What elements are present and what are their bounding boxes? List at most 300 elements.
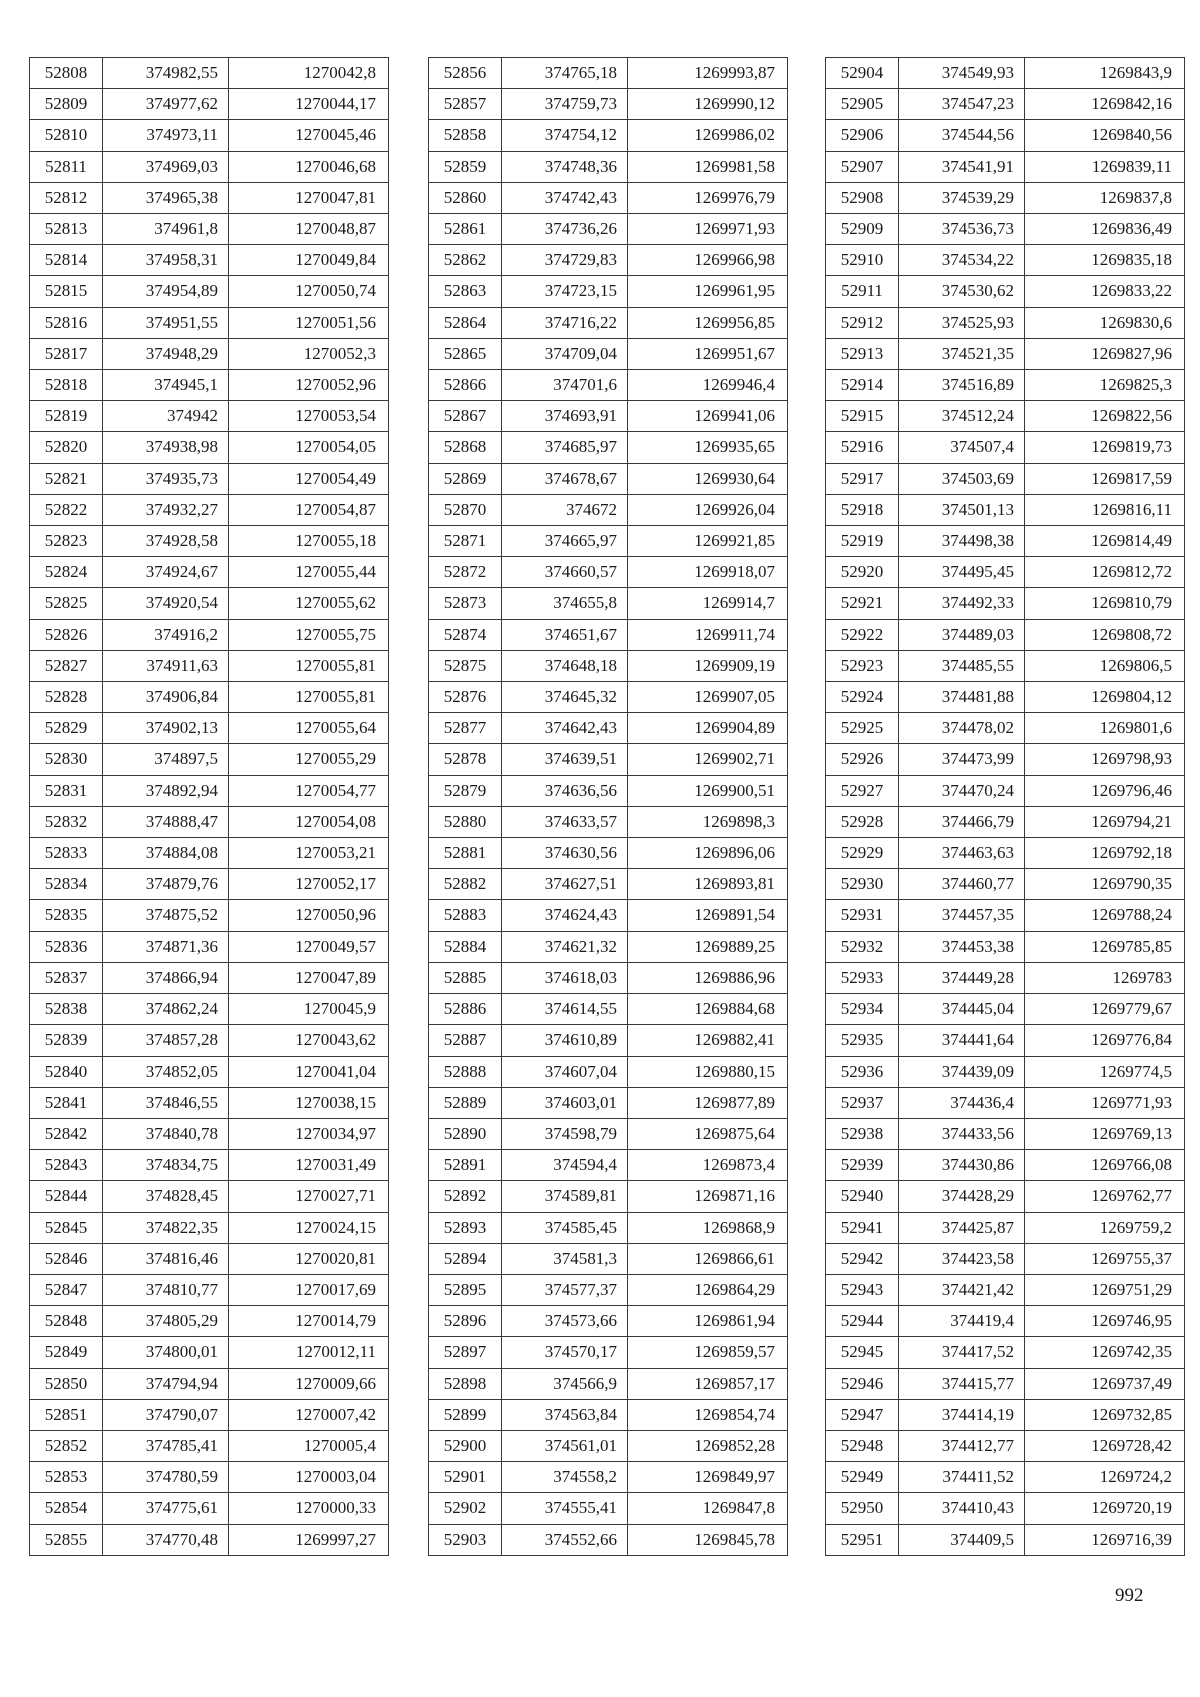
point-id-cell: 52908: [826, 182, 899, 213]
x-coordinate-cell: 374566,9: [502, 1368, 628, 1399]
table-row: [826, 588, 1185, 619]
x-coordinate-cell: 374570,17: [502, 1337, 628, 1368]
x-coordinate-cell: 374441,64: [899, 1025, 1025, 1056]
point-id-cell: 52822: [30, 494, 103, 525]
table-row: [30, 245, 389, 276]
y-coordinate-cell: 1270053,21: [229, 838, 389, 869]
y-coordinate-cell: 1269849,97: [628, 1462, 788, 1493]
x-coordinate-cell: 374951,55: [103, 307, 229, 338]
table-row: [30, 151, 389, 182]
y-coordinate-cell: 1269909,19: [628, 650, 788, 681]
y-coordinate-cell: 1270047,89: [229, 962, 389, 993]
table-row: [30, 1087, 389, 1118]
x-coordinate-cell: 374888,47: [103, 806, 229, 837]
point-id-cell: 52840: [30, 1056, 103, 1087]
table-row: [429, 1274, 788, 1305]
y-coordinate-cell: 1269837,8: [1025, 182, 1185, 213]
coordinate-table-3: [825, 57, 1185, 1556]
x-coordinate-cell: 374770,48: [103, 1524, 229, 1555]
x-coordinate-cell: 374627,51: [502, 869, 628, 900]
y-coordinate-cell: 1269904,89: [628, 713, 788, 744]
table-row: [429, 1430, 788, 1461]
point-id-cell: 52913: [826, 338, 899, 369]
point-id-cell: 52923: [826, 650, 899, 681]
table-row: [826, 1368, 1185, 1399]
table-row: [429, 1025, 788, 1056]
table-row: [826, 931, 1185, 962]
point-id-cell: 52863: [429, 276, 502, 307]
coordinate-table-1: [29, 57, 389, 1556]
y-coordinate-cell: 1269857,17: [628, 1368, 788, 1399]
point-id-cell: 52838: [30, 994, 103, 1025]
y-coordinate-cell: 1270043,62: [229, 1025, 389, 1056]
point-id-cell: 52938: [826, 1118, 899, 1149]
y-coordinate-cell: 1270046,68: [229, 151, 389, 182]
table-row: [826, 401, 1185, 432]
point-id-cell: 52903: [429, 1524, 502, 1555]
x-coordinate-cell: 374457,35: [899, 900, 1025, 931]
y-coordinate-cell: 1269810,79: [1025, 588, 1185, 619]
table-row: [826, 1399, 1185, 1430]
x-coordinate-cell: 374439,09: [899, 1056, 1025, 1087]
x-coordinate-cell: 374871,36: [103, 931, 229, 962]
table-row: [30, 869, 389, 900]
y-coordinate-cell: 1270009,66: [229, 1368, 389, 1399]
y-coordinate-cell: 1269774,5: [1025, 1056, 1185, 1087]
table-row: [30, 276, 389, 307]
point-id-cell: 52847: [30, 1274, 103, 1305]
y-coordinate-cell: 1270055,75: [229, 619, 389, 650]
x-coordinate-cell: 374645,32: [502, 682, 628, 713]
y-coordinate-cell: 1270052,96: [229, 370, 389, 401]
point-id-cell: 52860: [429, 182, 502, 213]
y-coordinate-cell: 1269898,3: [628, 806, 788, 837]
x-coordinate-cell: 374916,2: [103, 619, 229, 650]
point-id-cell: 52826: [30, 619, 103, 650]
x-coordinate-cell: 374430,86: [899, 1150, 1025, 1181]
point-id-cell: 52943: [826, 1274, 899, 1305]
x-coordinate-cell: 374414,19: [899, 1399, 1025, 1430]
y-coordinate-cell: 1270055,29: [229, 744, 389, 775]
table-row: [30, 1462, 389, 1493]
point-id-cell: 52836: [30, 931, 103, 962]
table-row: [30, 557, 389, 588]
table-row: [30, 1025, 389, 1056]
point-id-cell: 52882: [429, 869, 502, 900]
y-coordinate-cell: 1269788,24: [1025, 900, 1185, 931]
table-row: [826, 775, 1185, 806]
y-coordinate-cell: 1269993,87: [628, 58, 788, 89]
point-id-cell: 52901: [429, 1462, 502, 1493]
table-row: [826, 370, 1185, 401]
table-row: [30, 806, 389, 837]
x-coordinate-cell: 374958,31: [103, 245, 229, 276]
table-row: [826, 557, 1185, 588]
y-coordinate-cell: 1269884,68: [628, 994, 788, 1025]
y-coordinate-cell: 1269732,85: [1025, 1399, 1185, 1430]
table-row: [826, 962, 1185, 993]
x-coordinate-cell: 374541,91: [899, 151, 1025, 182]
y-coordinate-cell: 1269976,79: [628, 182, 788, 213]
y-coordinate-cell: 1269755,37: [1025, 1243, 1185, 1274]
y-coordinate-cell: 1269720,19: [1025, 1493, 1185, 1524]
table-row: [30, 526, 389, 557]
y-coordinate-cell: 1269751,29: [1025, 1274, 1185, 1305]
point-id-cell: 52883: [429, 900, 502, 931]
point-id-cell: 52898: [429, 1368, 502, 1399]
point-id-cell: 52935: [826, 1025, 899, 1056]
point-id-cell: 52951: [826, 1524, 899, 1555]
point-id-cell: 52916: [826, 432, 899, 463]
y-coordinate-cell: 1269716,39: [1025, 1524, 1185, 1555]
point-id-cell: 52825: [30, 588, 103, 619]
table-row: [429, 89, 788, 120]
x-coordinate-cell: 374765,18: [502, 58, 628, 89]
x-coordinate-cell: 374425,87: [899, 1212, 1025, 1243]
y-coordinate-cell: 1269889,25: [628, 931, 788, 962]
table-row: [429, 214, 788, 245]
x-coordinate-cell: 374693,91: [502, 401, 628, 432]
y-coordinate-cell: 1269836,49: [1025, 214, 1185, 245]
table-row: [826, 1462, 1185, 1493]
table-row: [429, 931, 788, 962]
point-id-cell: 52832: [30, 806, 103, 837]
x-coordinate-cell: 374648,18: [502, 650, 628, 681]
y-coordinate-cell: 1270054,05: [229, 432, 389, 463]
table-row: [429, 806, 788, 837]
point-id-cell: 52930: [826, 869, 899, 900]
y-coordinate-cell: 1269801,6: [1025, 713, 1185, 744]
point-id-cell: 52874: [429, 619, 502, 650]
table-row: [826, 869, 1185, 900]
table-row: [826, 1025, 1185, 1056]
y-coordinate-cell: 1269794,21: [1025, 806, 1185, 837]
x-coordinate-cell: 374723,15: [502, 276, 628, 307]
point-id-cell: 52842: [30, 1118, 103, 1149]
x-coordinate-cell: 374428,29: [899, 1181, 1025, 1212]
table-row: [429, 994, 788, 1025]
y-coordinate-cell: 1269914,7: [628, 588, 788, 619]
y-coordinate-cell: 1270014,79: [229, 1306, 389, 1337]
x-coordinate-cell: 374954,89: [103, 276, 229, 307]
table-row: [30, 1150, 389, 1181]
point-id-cell: 52949: [826, 1462, 899, 1493]
y-coordinate-cell: 1269971,93: [628, 214, 788, 245]
point-id-cell: 52892: [429, 1181, 502, 1212]
point-id-cell: 52856: [429, 58, 502, 89]
x-coordinate-cell: 374729,83: [502, 245, 628, 276]
y-coordinate-cell: 1269893,81: [628, 869, 788, 900]
point-id-cell: 52867: [429, 401, 502, 432]
table-row: [30, 338, 389, 369]
point-id-cell: 52827: [30, 650, 103, 681]
y-coordinate-cell: 1270055,44: [229, 557, 389, 588]
x-coordinate-cell: 374585,45: [502, 1212, 628, 1243]
x-coordinate-cell: 374411,52: [899, 1462, 1025, 1493]
table-row: [826, 1056, 1185, 1087]
x-coordinate-cell: 374485,55: [899, 650, 1025, 681]
x-coordinate-cell: 374478,02: [899, 713, 1025, 744]
table-row: [30, 962, 389, 993]
x-coordinate-cell: 374614,55: [502, 994, 628, 1025]
y-coordinate-cell: 1270052,17: [229, 869, 389, 900]
y-coordinate-cell: 1269907,05: [628, 682, 788, 713]
y-coordinate-cell: 1270045,9: [229, 994, 389, 1025]
table-row: [429, 588, 788, 619]
table-row: [429, 1306, 788, 1337]
point-id-cell: 52880: [429, 806, 502, 837]
table-row: [429, 1087, 788, 1118]
page-number: 992: [1115, 1585, 1144, 1606]
x-coordinate-cell: 374911,63: [103, 650, 229, 681]
point-id-cell: 52855: [30, 1524, 103, 1555]
y-coordinate-cell: 1269771,93: [1025, 1087, 1185, 1118]
y-coordinate-cell: 1269935,65: [628, 432, 788, 463]
x-coordinate-cell: 374961,8: [103, 214, 229, 245]
table-row: [429, 1243, 788, 1274]
point-id-cell: 52881: [429, 838, 502, 869]
y-coordinate-cell: 1270050,74: [229, 276, 389, 307]
x-coordinate-cell: 374660,57: [502, 557, 628, 588]
y-coordinate-cell: 1270007,42: [229, 1399, 389, 1430]
point-id-cell: 52886: [429, 994, 502, 1025]
y-coordinate-cell: 1269783: [1025, 962, 1185, 993]
y-coordinate-cell: 1269941,06: [628, 401, 788, 432]
x-coordinate-cell: 374624,43: [502, 900, 628, 931]
x-coordinate-cell: 374495,45: [899, 557, 1025, 588]
y-coordinate-cell: 1270041,04: [229, 1056, 389, 1087]
table-row: [30, 744, 389, 775]
point-id-cell: 52929: [826, 838, 899, 869]
x-coordinate-cell: 374639,51: [502, 744, 628, 775]
y-coordinate-cell: 1269816,11: [1025, 494, 1185, 525]
y-coordinate-cell: 1269871,16: [628, 1181, 788, 1212]
table-row: [429, 1150, 788, 1181]
table-row: [30, 1306, 389, 1337]
table-row: [30, 1274, 389, 1305]
table-row: [826, 806, 1185, 837]
x-coordinate-cell: 374501,13: [899, 494, 1025, 525]
x-coordinate-cell: 374748,36: [502, 151, 628, 182]
y-coordinate-cell: 1269997,27: [229, 1524, 389, 1555]
point-id-cell: 52820: [30, 432, 103, 463]
y-coordinate-cell: 1270055,18: [229, 526, 389, 557]
table-row: [30, 1524, 389, 1555]
y-coordinate-cell: 1269921,85: [628, 526, 788, 557]
x-coordinate-cell: 374709,04: [502, 338, 628, 369]
y-coordinate-cell: 1269806,5: [1025, 650, 1185, 681]
point-id-cell: 52939: [826, 1150, 899, 1181]
point-id-cell: 52936: [826, 1056, 899, 1087]
y-coordinate-cell: 1269769,13: [1025, 1118, 1185, 1149]
table-row: [30, 1181, 389, 1212]
x-coordinate-cell: 374412,77: [899, 1430, 1025, 1461]
table-row: [429, 526, 788, 557]
table-row: [826, 1118, 1185, 1149]
point-id-cell: 52893: [429, 1212, 502, 1243]
table-row: [30, 1493, 389, 1524]
x-coordinate-cell: 374965,38: [103, 182, 229, 213]
x-coordinate-cell: 374651,67: [502, 619, 628, 650]
point-id-cell: 52812: [30, 182, 103, 213]
point-id-cell: 52945: [826, 1337, 899, 1368]
y-coordinate-cell: 1269946,4: [628, 370, 788, 401]
table-row: [826, 432, 1185, 463]
y-coordinate-cell: 1269981,58: [628, 151, 788, 182]
table-row: [30, 900, 389, 931]
y-coordinate-cell: 1270034,97: [229, 1118, 389, 1149]
x-coordinate-cell: 374852,05: [103, 1056, 229, 1087]
table-row: [826, 276, 1185, 307]
point-id-cell: 52937: [826, 1087, 899, 1118]
point-id-cell: 52843: [30, 1150, 103, 1181]
point-id-cell: 52864: [429, 307, 502, 338]
point-id-cell: 52932: [826, 931, 899, 962]
x-coordinate-cell: 374503,69: [899, 463, 1025, 494]
x-coordinate-cell: 374857,28: [103, 1025, 229, 1056]
x-coordinate-cell: 374973,11: [103, 120, 229, 151]
point-id-cell: 52944: [826, 1306, 899, 1337]
table-row: [826, 1493, 1185, 1524]
x-coordinate-cell: 374581,3: [502, 1243, 628, 1274]
y-coordinate-cell: 1269880,15: [628, 1056, 788, 1087]
table-row: [826, 463, 1185, 494]
x-coordinate-cell: 374534,22: [899, 245, 1025, 276]
x-coordinate-cell: 374498,38: [899, 526, 1025, 557]
y-coordinate-cell: 1270044,17: [229, 89, 389, 120]
table-row: [826, 151, 1185, 182]
y-coordinate-cell: 1269951,67: [628, 338, 788, 369]
y-coordinate-cell: 1269746,95: [1025, 1306, 1185, 1337]
point-id-cell: 52850: [30, 1368, 103, 1399]
x-coordinate-cell: 374834,75: [103, 1150, 229, 1181]
table-row: [826, 1243, 1185, 1274]
table-row: [429, 713, 788, 744]
y-coordinate-cell: 1270017,69: [229, 1274, 389, 1305]
point-id-cell: 52897: [429, 1337, 502, 1368]
point-id-cell: 52868: [429, 432, 502, 463]
x-coordinate-cell: 374409,5: [899, 1524, 1025, 1555]
y-coordinate-cell: 1269875,64: [628, 1118, 788, 1149]
point-id-cell: 52817: [30, 338, 103, 369]
y-coordinate-cell: 1269845,78: [628, 1524, 788, 1555]
y-coordinate-cell: 1270054,49: [229, 463, 389, 494]
point-id-cell: 52887: [429, 1025, 502, 1056]
y-coordinate-cell: 1269866,61: [628, 1243, 788, 1274]
y-coordinate-cell: 1270053,54: [229, 401, 389, 432]
x-coordinate-cell: 374924,67: [103, 557, 229, 588]
point-id-cell: 52828: [30, 682, 103, 713]
y-coordinate-cell: 1270054,77: [229, 775, 389, 806]
x-coordinate-cell: 374928,58: [103, 526, 229, 557]
x-coordinate-cell: 374421,42: [899, 1274, 1025, 1305]
y-coordinate-cell: 1269766,08: [1025, 1150, 1185, 1181]
x-coordinate-cell: 374884,08: [103, 838, 229, 869]
table-row: [429, 432, 788, 463]
x-coordinate-cell: 374618,03: [502, 962, 628, 993]
x-coordinate-cell: 374419,4: [899, 1306, 1025, 1337]
point-id-cell: 52858: [429, 120, 502, 151]
x-coordinate-cell: 374875,52: [103, 900, 229, 931]
y-coordinate-cell: 1269990,12: [628, 89, 788, 120]
table-row: [826, 58, 1185, 89]
table-row: [429, 1118, 788, 1149]
table-row: [826, 307, 1185, 338]
x-coordinate-cell: 374862,24: [103, 994, 229, 1025]
x-coordinate-cell: 374840,78: [103, 1118, 229, 1149]
x-coordinate-cell: 374417,52: [899, 1337, 1025, 1368]
y-coordinate-cell: 1270012,11: [229, 1337, 389, 1368]
table-row: [30, 214, 389, 245]
y-coordinate-cell: 1269900,51: [628, 775, 788, 806]
x-coordinate-cell: 374492,33: [899, 588, 1025, 619]
x-coordinate-cell: 374636,56: [502, 775, 628, 806]
point-id-cell: 52934: [826, 994, 899, 1025]
point-id-cell: 52940: [826, 1181, 899, 1212]
point-id-cell: 52912: [826, 307, 899, 338]
point-id-cell: 52926: [826, 744, 899, 775]
point-id-cell: 52915: [826, 401, 899, 432]
y-coordinate-cell: 1269930,64: [628, 463, 788, 494]
point-id-cell: 52876: [429, 682, 502, 713]
x-coordinate-cell: 374512,24: [899, 401, 1025, 432]
table-row: [826, 713, 1185, 744]
x-coordinate-cell: 374790,07: [103, 1399, 229, 1430]
point-id-cell: 52922: [826, 619, 899, 650]
x-coordinate-cell: 374449,28: [899, 962, 1025, 993]
y-coordinate-cell: 1269882,41: [628, 1025, 788, 1056]
y-coordinate-cell: 1269847,8: [628, 1493, 788, 1524]
point-id-cell: 52896: [429, 1306, 502, 1337]
table-row: [30, 931, 389, 962]
y-coordinate-cell: 1269825,3: [1025, 370, 1185, 401]
x-coordinate-cell: 374473,99: [899, 744, 1025, 775]
table-row: [30, 775, 389, 806]
y-coordinate-cell: 1270050,96: [229, 900, 389, 931]
point-id-cell: 52824: [30, 557, 103, 588]
table-row: [826, 182, 1185, 213]
point-id-cell: 52877: [429, 713, 502, 744]
x-coordinate-cell: 374892,94: [103, 775, 229, 806]
x-coordinate-cell: 374544,56: [899, 120, 1025, 151]
table-row: [429, 463, 788, 494]
table-row: [826, 682, 1185, 713]
table-row: [826, 214, 1185, 245]
point-id-cell: 52920: [826, 557, 899, 588]
x-coordinate-cell: 374816,46: [103, 1243, 229, 1274]
x-coordinate-cell: 374589,81: [502, 1181, 628, 1212]
x-coordinate-cell: 374938,98: [103, 432, 229, 463]
x-coordinate-cell: 374810,77: [103, 1274, 229, 1305]
table-row: [429, 494, 788, 525]
point-id-cell: 52925: [826, 713, 899, 744]
point-id-cell: 52823: [30, 526, 103, 557]
y-coordinate-cell: 1269827,96: [1025, 338, 1185, 369]
table-row: [429, 619, 788, 650]
coordinate-table-2: [428, 57, 788, 1556]
point-id-cell: 52890: [429, 1118, 502, 1149]
y-coordinate-cell: 1269852,28: [628, 1430, 788, 1461]
point-id-cell: 52878: [429, 744, 502, 775]
table-row: [429, 276, 788, 307]
x-coordinate-cell: 374846,55: [103, 1087, 229, 1118]
table-row: [429, 1056, 788, 1087]
x-coordinate-cell: 374530,62: [899, 276, 1025, 307]
point-id-cell: 52911: [826, 276, 899, 307]
point-id-cell: 52921: [826, 588, 899, 619]
table-row: [429, 838, 788, 869]
point-id-cell: 52899: [429, 1399, 502, 1430]
